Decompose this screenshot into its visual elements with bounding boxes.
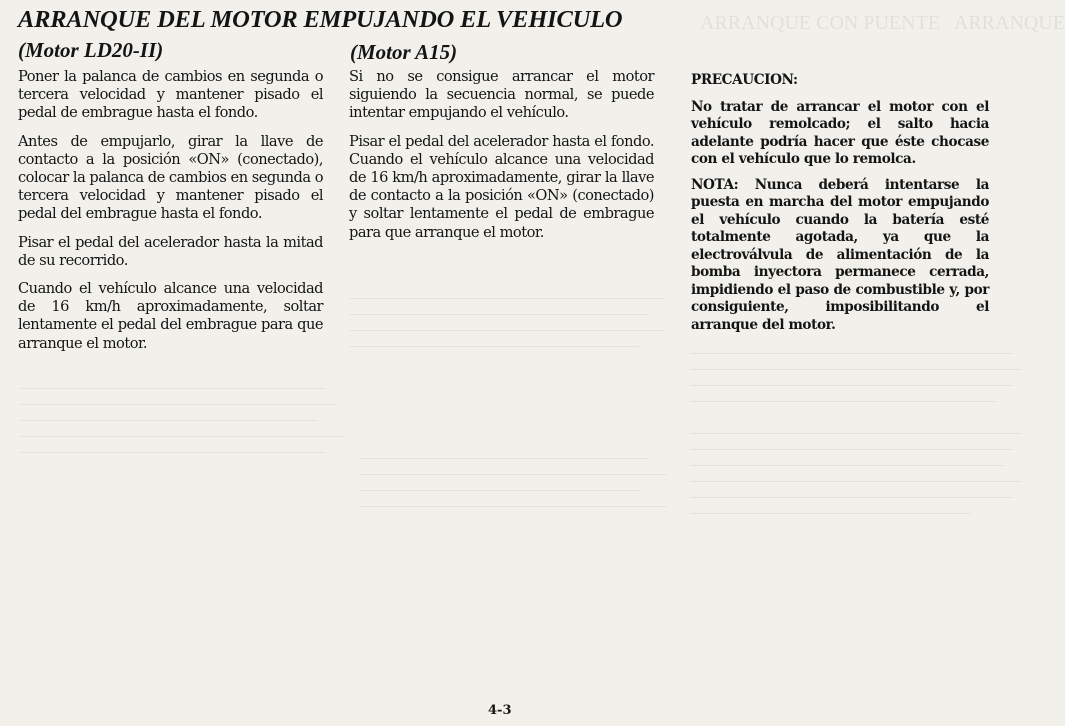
bleed-through-decoration: ARRANQUE CON PUENTE ARRANQUE bbox=[700, 12, 1065, 34]
paragraph: Pisar el pedal del acelerador hasta el fondo. Cuando el vehículo alcance una velocidad de 16 km/h aproximadamente, girar la llave de contacto a la posición «ON» (conectado) y soltar lentamente el pedal de embrague para que arranque el motor. bbox=[349, 132, 654, 241]
bleed-through-decoration: ───────────────────────────────────── ─────────────────────────────────── ───────────────────────────────────── ────────────────────────────────── bbox=[350, 291, 665, 353]
paragraph: Cuando el vehículo alcance una velocidad de 16 km/h aproximadamente, soltar lentamente el pedal del embrague para que arranque el motor. bbox=[18, 280, 323, 352]
section-heading-a15: (Motor A15) bbox=[350, 40, 458, 64]
paragraph: Pisar el pedal del acelerador hasta la mitad de su recorrido. bbox=[18, 233, 323, 269]
bleed-through-decoration: ──────────────────────────────────── ───────────────────────────────────── ─────────────────────────────────── ────────────────────────────────────── ──────────────────────────────────── bbox=[20, 381, 344, 459]
paragraph: Si no se consigue arrancar el motor siguiendo la secuencia normal, se puede intentar empujando el vehículo. bbox=[349, 68, 654, 122]
caution-heading: PRECAUCION: bbox=[691, 72, 798, 88]
caution-text: No tratar de arrancar el motor con el vehículo remolcado; el salto hacia adelante podría hacer que éste chocase con el vehículo que lo remolca. bbox=[691, 98, 989, 167]
paragraph: Antes de empujarlo, girar la llave de contacto a la posición «ON» (conectado), colocar la palanca de cambios en segunda o tercera velocidad y mantener pisado el pedal del embrague hasta el fondo. bbox=[18, 132, 323, 223]
column-a15 bbox=[349, 68, 654, 252]
caution-box bbox=[691, 72, 989, 342]
bleed-through-decoration: ────────────────────────────────────── ─────────────────────────────────────── ────────────────────────────────────── ──────────────────────────────────── ─────────────────────────────────────── ────────────────────────────────────── ───────────────────────────────────── ─────────────────────────────────────── ────────────────────────────────────── ───────────────────────────────── bbox=[690, 346, 1022, 520]
bleed-through-decoration: ────────────────────────────────── ──────────────────────────────────── ───────────────────────────────── ──────────────────────────────────── bbox=[360, 451, 667, 513]
note-text: NOTA: Nunca deberá intentarse la puesta en marcha del motor empujando el vehículo cuando la batería esté totalmente agotada, ya que la electroválvula de alimentación de la bomba inyectora permanece cerrada, impidiendo el paso de combustible y, por consiguiente, imposibilitando el arranque del motor. bbox=[691, 176, 989, 333]
column-ld20 bbox=[18, 68, 323, 363]
section-heading-ld20: (Motor LD20-II) bbox=[18, 38, 164, 62]
page-number: 4-3 bbox=[488, 703, 512, 718]
page-title: ARRANQUE DEL MOTOR EMPUJANDO EL VEHICULO bbox=[18, 6, 623, 33]
paragraph: Poner la palanca de cambios en segunda o tercera velocidad y mantener pisado el pedal de embrague hasta el fondo. bbox=[18, 68, 323, 122]
